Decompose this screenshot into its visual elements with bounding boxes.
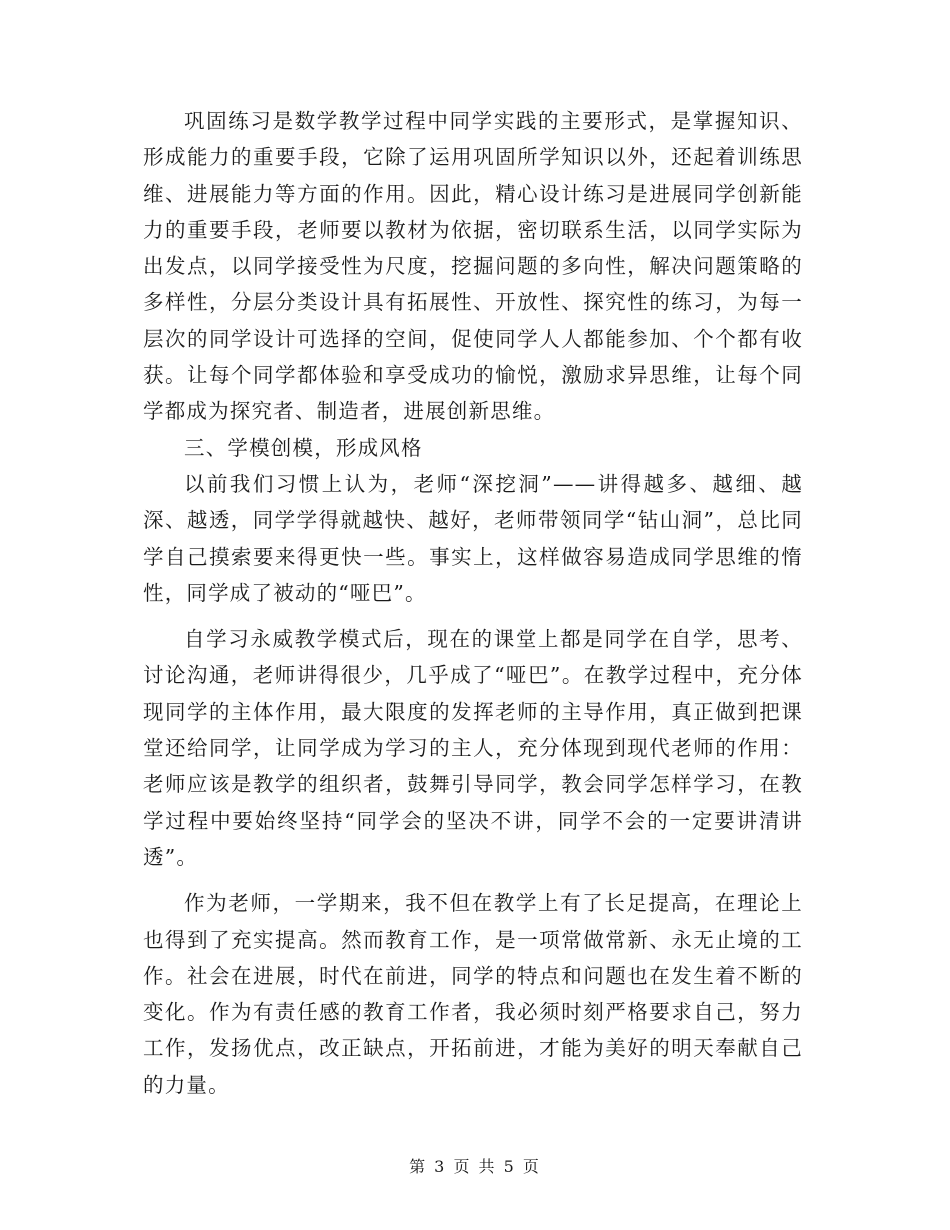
page-number-footer: 第 3 页 共 5 页 [409, 1157, 541, 1176]
paragraph-teaching-model: 自学习永威教学模式后，现在的课堂上都是同学在自学，思考、讨论沟通，老师讲得很少，几乎成了“哑巴”。在教学过程中，充分体现同学的主体作用，最大限度的发挥老师的主导作用，真正做到把课堂还给同学，让同学成为学习的主人，充分体现到现代老师的作用：老师应该是教学的组织者，鼓舞引导同学，教会同学怎样学习，在教学过程中要始终坚持“同学会的坚决不讲，同学不会的一定要讲清讲透”。 [143, 627, 803, 869]
section-heading: 三、学模创模，形成风格 [184, 435, 423, 460]
paragraph-deep-digging: 以前我们习惯上认为，老师“深挖洞”——讲得越多、越细、越深、越透，同学学得就越快、越好，老师带领同学“钻山洞”，总比同学自己摸索要来得更快一些。事实上，这样做容易造成同学思维的惰性，同学成了被动的“哑巴”。 [143, 471, 803, 605]
paragraph-practice-design: 巩固练习是数学教学过程中同学实践的主要形式，是掌握知识、形成能力的重要手段，它除了运用巩固所学知识以外，还起着训练思维、进展能力等方面的作用。因此，精心设计练习是进展同学创新能力的重要手段，老师要以教材为依据，密切联系生活，以同学实际为出发点，以同学接受性为尺度，挖掘问题的多向性，解决问题策略的多样性，分层分类设计具有拓展性、开放性、探究性的练习，为每一层次的同学设计可选择的空间，促使同学人人都能参加、个个都有收获。让每个同学都体验和享受成功的愉悦，激励求异思维，让每个同学都成为探究者、制造者，进展创新思维。 [143, 109, 803, 424]
document-body [143, 103, 803, 1103]
paragraph-conclusion: 作为老师，一学期来，我不但在教学上有了长足提高，在理论上也得到了充实提高。然而教育工作，是一项常做常新、永无止境的工作。社会在进展，时代在前进，同学的特点和问题也在发生着不断的变化。作为有责任感的教育工作者，我必须时刻严格要求自己，努力工作，发扬优点，改正缺点，开拓前进，才能为美好的明天奉献自己的力量。 [143, 891, 803, 1097]
